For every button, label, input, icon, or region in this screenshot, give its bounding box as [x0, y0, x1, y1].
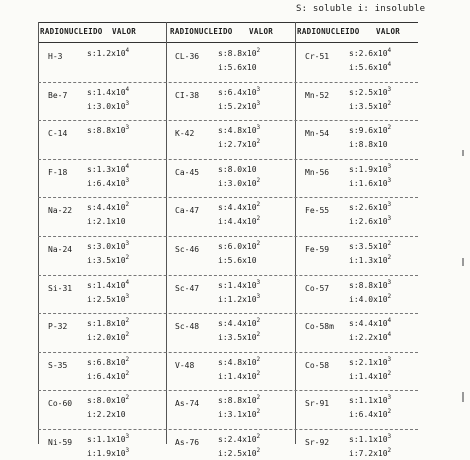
soluble-value: $s:9.6x10^2$	[349, 124, 392, 136]
row-divider	[38, 390, 418, 391]
soluble-value: $s:4.4x10^4$	[349, 317, 392, 329]
radionuclide-name: Fe-55	[305, 206, 330, 216]
insoluble-value: $i:1.4x10^2$	[218, 369, 261, 381]
radionuclide-name: H-3	[48, 52, 63, 61]
soluble-value: $s:1.1x10^3$	[87, 433, 130, 444]
insoluble-value: i:5.6x10	[218, 256, 257, 265]
soluble-value: $s:1.4x10^4$	[87, 278, 130, 290]
insoluble-value: $i:2.2x10^4$	[349, 331, 392, 343]
header-top-rule	[38, 22, 418, 23]
soluble-value: $s:6.8x10^2$	[87, 355, 130, 367]
soluble-value: $s:1.1x10^3$	[349, 433, 392, 444]
insoluble-value: $i:4.0x10^2$	[349, 292, 392, 304]
radionuclide-name: Fe-59	[305, 245, 330, 254]
row-divider	[38, 120, 418, 121]
header-valor-3: VALOR	[376, 27, 401, 36]
soluble-value: $s:1.4x10^3$	[218, 278, 261, 290]
soluble-value: $s:1.4x10^4$	[87, 85, 130, 97]
insoluble-value: i:2.1x10	[87, 217, 126, 227]
soluble-value: $s:2.4x10^2$	[218, 433, 261, 444]
insoluble-value: $i:6.4x10^3$	[87, 176, 130, 188]
radionuclide-name: Sc-47	[175, 283, 200, 293]
radionuclide-name: Si-31	[48, 283, 73, 293]
header-radionucleido-1: RADIONUCLEIDO	[40, 27, 103, 36]
insoluble-value: i:5.6x10	[218, 63, 257, 72]
legend: S: soluble i: insoluble	[296, 4, 426, 14]
radionuclide-name: Co-57	[305, 283, 330, 293]
soluble-value: $s:4.4x10^2$	[218, 317, 261, 329]
insoluble-value: $i:3.0x10^3$	[87, 99, 130, 111]
soluble-value: $s:8.0x10^2$	[87, 394, 130, 406]
radionuclide-name: Co-60	[48, 399, 73, 409]
soluble-value: $s:4.4x10^2$	[87, 201, 130, 213]
radionuclide-name: Sc-48	[175, 322, 200, 332]
insoluble-value: $i:7.2x10^2$	[349, 447, 392, 458]
insoluble-value: $i:5.6x10^4$	[349, 61, 392, 72]
header-bottom-rule	[38, 42, 418, 43]
scan-mark	[462, 150, 464, 156]
header-radionucleido-3: RADIONUCLEIDO	[297, 27, 360, 36]
radionuclide-name: Na-24	[48, 245, 73, 254]
row-divider	[38, 197, 418, 198]
soluble-value: $s:8.8x10^3$	[87, 124, 130, 136]
radionuclide-name: Mn-54	[305, 129, 330, 139]
soluble-value: $s:8.8x10^2$	[218, 394, 261, 406]
soluble-value: $s:4.8x10^2$	[218, 355, 261, 367]
radionuclide-name: P-32	[48, 322, 68, 332]
radionuclide-name: C-14	[48, 129, 68, 139]
soluble-value: $s:2.1x10^3$	[349, 355, 392, 367]
insoluble-value: $i:4.4x10^2$	[218, 215, 261, 227]
radionuclide-name: Ca-47	[175, 206, 200, 216]
insoluble-value: $i:2.5x10^3$	[87, 292, 130, 304]
insoluble-value: $i:2.6x10^3$	[349, 215, 392, 227]
radionuclide-name: Co-58m	[305, 322, 334, 332]
header-valor-1: VALOR	[112, 27, 137, 36]
column-divider	[38, 22, 39, 444]
insoluble-value: i:2.2x10	[87, 410, 126, 420]
radionuclide-name: Na-22	[48, 206, 73, 216]
row-divider	[38, 159, 418, 160]
soluble-value: $s:4.4x10^2$	[218, 201, 261, 213]
insoluble-value: $i:3.5x10^2$	[87, 254, 130, 265]
insoluble-value: $i:3.0x10^2$	[218, 176, 261, 188]
row-divider	[38, 429, 418, 430]
soluble-value: $s:8.8x10^2$	[218, 47, 261, 58]
radionuclide-name: Mn-56	[305, 167, 330, 177]
row-divider	[38, 275, 418, 276]
insoluble-value: $i:6.4x10^2$	[349, 408, 392, 420]
radionuclide-name: V-48	[175, 360, 195, 370]
row-divider	[38, 352, 418, 353]
soluble-value: $s:3.5x10^2$	[349, 240, 392, 251]
radionuclide-name: Be-7	[48, 90, 68, 100]
radionuclide-name: Sc-46	[175, 245, 200, 254]
radionuclide-name: Ca-45	[175, 167, 200, 177]
soluble-value: $s:2.6x10^3$	[349, 201, 392, 213]
radionuclide-name: CI-38	[175, 90, 200, 100]
insoluble-value: $i:1.6x10^3$	[349, 176, 392, 188]
column-divider	[295, 22, 296, 444]
radionuclide-name: S-35	[48, 360, 68, 370]
insoluble-value: $i:3.5x10^2$	[349, 99, 392, 111]
radionuclide-name: Mn-52	[305, 90, 330, 100]
insoluble-value: $i:3.1x10^2$	[218, 408, 261, 420]
soluble-value: $s:8.8x10^3$	[349, 278, 392, 290]
radionuclide-name: F-18	[48, 167, 68, 177]
insoluble-value: $i:5.2x10^3$	[218, 99, 261, 111]
soluble-value: $s:1.8x10^2$	[87, 317, 130, 329]
soluble-value: $s:4.8x10^3$	[218, 124, 261, 136]
radionuclide-name: K-42	[175, 129, 195, 139]
column-divider	[166, 22, 167, 444]
radionuclide-name: Co-58	[305, 360, 330, 370]
insoluble-value: i:8.8x10	[349, 140, 388, 150]
scan-mark	[462, 258, 464, 266]
insoluble-value: $i:1.3x10^2$	[349, 254, 392, 265]
radionuclide-name: Sr-91	[305, 399, 330, 409]
insoluble-value: $i:2.7x10^2$	[218, 138, 261, 150]
soluble-value: $s:6.4x10^3$	[218, 85, 261, 97]
row-divider	[38, 82, 418, 83]
soluble-value: $s:2.6x10^4$	[349, 47, 392, 58]
radionuclide-name: Sr-92	[305, 438, 330, 447]
insoluble-value: $i:2.5x10^2$	[218, 447, 261, 458]
insoluble-value: $i:3.5x10^2$	[218, 331, 261, 343]
insoluble-value: $i:1.2x10^3$	[218, 292, 261, 304]
soluble-value: s:8.0x10	[218, 164, 257, 174]
row-divider	[38, 236, 418, 237]
radionuclide-name: CL-36	[175, 52, 200, 61]
radionuclide-name: Cr-51	[305, 52, 330, 61]
radionuclide-name: As-76	[175, 438, 200, 447]
soluble-value: $s:3.0x10^3$	[87, 240, 130, 251]
row-divider	[38, 313, 418, 314]
header-valor-2: VALOR	[249, 27, 274, 36]
insoluble-value: $i:6.4x10^2$	[87, 369, 130, 381]
insoluble-value: $i:1.4x10^2$	[349, 369, 392, 381]
soluble-value: $s:1.3x10^4$	[87, 162, 130, 174]
soluble-value: $s:1.9x10^3$	[349, 162, 392, 174]
soluble-value: $s:2.5x10^3$	[349, 85, 392, 97]
header-radionucleido-2: RADIONUCLEIDO	[170, 27, 233, 36]
soluble-value: $s:1.2x10^4$	[87, 47, 130, 58]
insoluble-value: $i:1.9x10^3$	[87, 447, 130, 458]
radionuclide-name: As-74	[175, 399, 200, 409]
soluble-value: $s:6.0x10^2$	[218, 240, 261, 251]
soluble-value: $s:1.1x10^3$	[349, 394, 392, 406]
scan-mark	[462, 392, 464, 402]
insoluble-value: $i:2.0x10^2$	[87, 331, 130, 343]
radionuclide-name: Ni-59	[48, 438, 73, 447]
